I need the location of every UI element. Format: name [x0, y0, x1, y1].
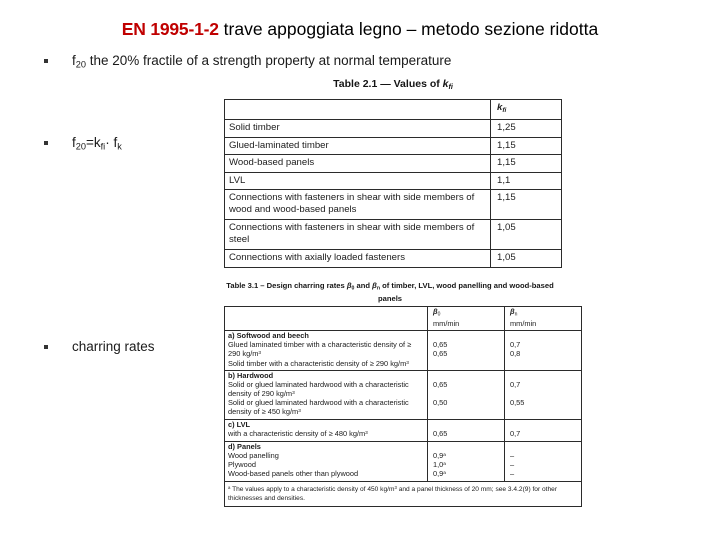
table-cell-value: 1,05	[491, 250, 562, 268]
section-heading-a: a) Softwood and beech	[228, 331, 309, 341]
table-cell-label: LVL	[225, 172, 491, 190]
table-2-1-header-label	[225, 99, 491, 119]
row-desc: Solid or glued laminated hardwood with a characteristic density of 290 $kg/m^3$	[228, 380, 409, 399]
table-2-1-caption	[224, 78, 562, 94]
table-2-1-caption-symbol: k	[442, 78, 449, 90]
table-2-1	[224, 99, 562, 268]
table-3-1-caption-part3: of timber, LVL, wood panelling and wood-based panels	[377, 281, 554, 303]
table-cell-beta0: 0,65 0,50	[428, 371, 505, 420]
value-wood-panelling: 0,9$^a$	[433, 451, 446, 461]
bullet-dot-icon	[44, 141, 48, 145]
table-row	[225, 331, 582, 371]
table-row	[225, 220, 562, 250]
row-desc: Solid or glued laminated hardwood with a characteristic density of ≥ 450 $kg/m^3$	[228, 398, 409, 417]
table-row	[225, 442, 582, 482]
page-title-subject: trave appoggiata legno – metodo sezione ridotta	[218, 19, 599, 39]
table-3-1-caption-betan-sub: n	[376, 285, 381, 292]
table-3-1-footnote: $^a$ The values apply to a characteristic density of 450 $kg/m^3$ and a panel thickness of 20 mm; see 3.4.2(9) for other thicknesses and densities.	[225, 482, 582, 506]
bullet-dot-icon	[44, 345, 48, 349]
value-other-panels: 0,9$^a$	[433, 469, 446, 479]
table-3-1-header-betan: $\beta_n$ mm/min	[505, 307, 582, 331]
table-cell-label: Connections with axially loaded fasteners	[225, 250, 491, 268]
bullet-dot-icon	[44, 59, 48, 63]
row-desc: Glued laminated timber with a characteristic density of ≥ 290 $kg/m^3$	[228, 340, 412, 359]
table-cell-betan: 0,7 0,8	[505, 331, 582, 371]
table-cell-description	[225, 420, 428, 442]
table-2-1-caption-symbol-sub: fi	[448, 82, 453, 91]
table-3-1-figure	[224, 281, 556, 507]
table-cell-value: 1,25	[491, 120, 562, 138]
row-desc: Wood-based panels other than plywood	[228, 468, 359, 478]
table-row-footnote	[225, 482, 582, 506]
bullet-f20-definition-text: $f_{20}$ the 20% fractile of a strength property at normal temperature	[72, 53, 452, 70]
bullet-charring-rates-text: charring rates	[72, 339, 155, 354]
table-row	[225, 172, 562, 190]
table-3-1-caption-part1: Table 3.1 – Design charring rates	[226, 281, 347, 290]
section-heading-c: c) LVL	[228, 420, 251, 430]
table-row	[225, 190, 562, 220]
row-desc: with a characteristic density of ≥ 480 $kg/m^3$	[228, 429, 368, 439]
table-row	[225, 155, 562, 173]
table-cell-label: Solid timber	[225, 120, 491, 138]
table-cell-label: Connections with fasteners in shear with side members of steel	[225, 220, 491, 250]
table-3-1-caption-beta0-sub: 0	[351, 285, 355, 292]
bullet-f20-formula-text: $f_{20}=k_{fi}\cdot f_k$	[72, 135, 122, 152]
table-cell-betan: 0,7	[505, 420, 582, 442]
table-cell-betan: 0,7 0,55	[505, 371, 582, 420]
table-cell-value: 1,15	[491, 190, 562, 220]
table-cell-description	[225, 371, 428, 420]
table-cell-beta0: 0,65	[428, 420, 505, 442]
table-cell-betan: – – –	[505, 442, 582, 482]
table-row	[225, 371, 582, 420]
table-2-1-header-value: $k_{fi}$	[491, 99, 562, 119]
table-cell-label: Wood-based panels	[225, 155, 491, 173]
table-3-1-caption	[224, 281, 556, 303]
row-desc: Plywood	[228, 460, 256, 470]
table-row	[225, 137, 562, 155]
table-3-1-caption-beta0: β	[346, 281, 352, 290]
table-cell-value: 1,1	[491, 172, 562, 190]
table-2-1-figure	[224, 78, 562, 268]
row-desc: Solid timber with a characteristic density of ≥ 290 $kg/m^3$	[228, 358, 409, 368]
page-title	[0, 18, 720, 40]
table-cell-description	[225, 331, 428, 371]
table-cell-value: 1,15	[491, 155, 562, 173]
table-row-header	[225, 307, 582, 331]
bullet-charring-rates	[44, 338, 155, 355]
table-cell-label: Connections with fasteners in shear with side members of wood and wood-based panels	[225, 190, 491, 220]
table-3-1	[224, 306, 582, 506]
table-row	[225, 120, 562, 138]
section-heading-d: d) Panels	[228, 442, 261, 452]
table-row	[225, 420, 582, 442]
bullet-f20-definition	[44, 52, 451, 74]
table-cell-value: 1,15	[491, 137, 562, 155]
table-cell-label: Glued-laminated timber	[225, 137, 491, 155]
table-3-1-caption-betan: β	[372, 281, 377, 290]
row-desc: Wood panelling	[228, 451, 279, 461]
table-3-1-header-blank	[225, 307, 428, 331]
section-heading-b: b) Hardwood	[228, 371, 274, 381]
table-cell-value: 1,05	[491, 220, 562, 250]
table-cell-beta0	[428, 442, 505, 482]
page-title-standard-code: EN 1995-1-2	[121, 19, 219, 39]
table-2-1-caption-prefix: Table 2.1 — Values of	[333, 78, 443, 90]
table-3-1-header-beta0: $\beta_0$ mm/min	[428, 307, 505, 331]
table-cell-beta0: 0,65 0,65	[428, 331, 505, 371]
bullet-f20-formula	[44, 134, 122, 156]
table-cell-description	[225, 442, 428, 482]
table-row-header	[225, 99, 562, 119]
table-3-1-caption-part2: and	[354, 281, 373, 290]
value-plywood: 1,0$^a$	[433, 460, 446, 470]
table-row	[225, 250, 562, 268]
